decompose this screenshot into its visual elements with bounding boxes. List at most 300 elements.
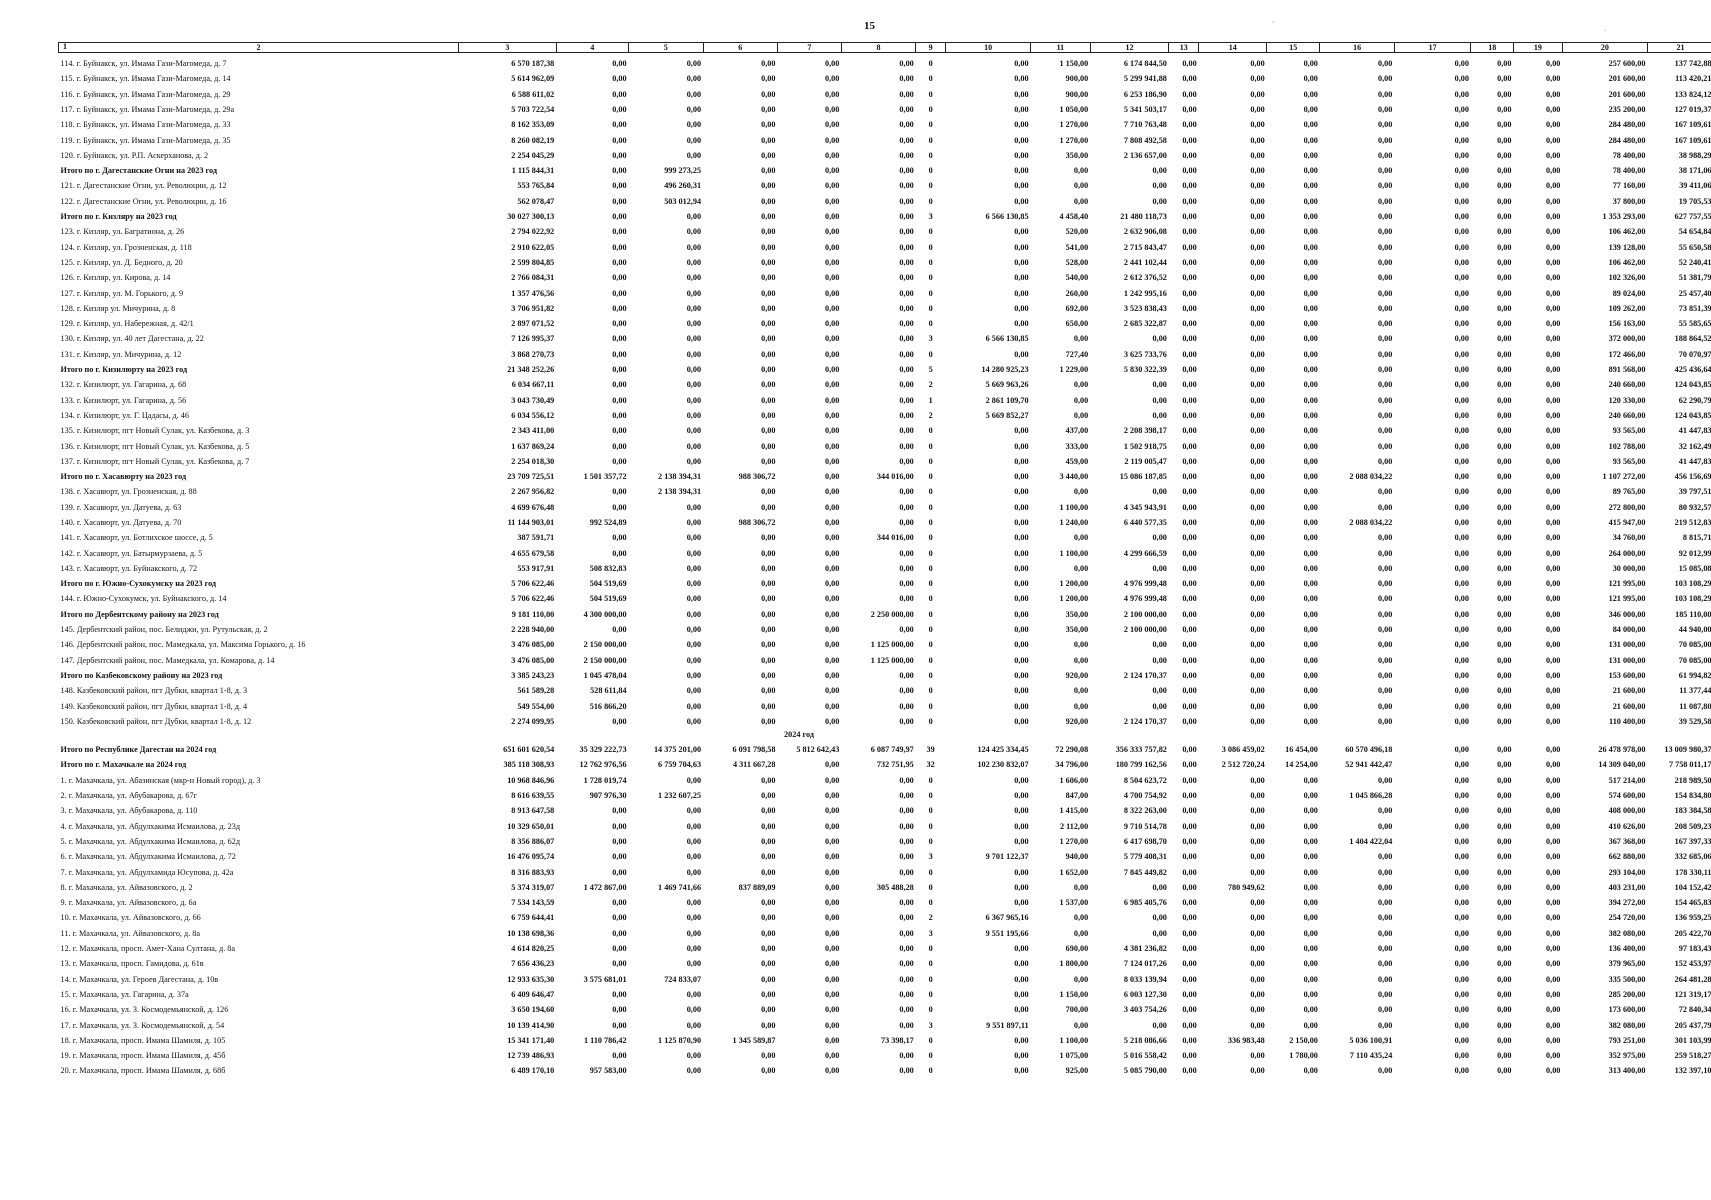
amount-cell: 0,00 [1182, 836, 1197, 846]
amount-cell: 0,00 [1250, 456, 1265, 466]
amount-cell: 690,00 [1065, 944, 1089, 954]
amount-cell: 0,00 [686, 867, 702, 877]
amount-cell: 0,00 [1378, 928, 1393, 938]
column-header: 5 [629, 43, 703, 53]
amount-cell: 205 437,79 [1674, 1020, 1711, 1030]
amount-cell: 3 043 730,49 [511, 395, 555, 405]
amount-cell: 1 502 918,75 [1123, 441, 1167, 451]
amount-cell: 0,00 [1250, 288, 1265, 298]
amount-cell: 1 100,00 [1059, 548, 1089, 558]
address-cell: 4. г. Махачкала, ул. Абдулхакима Исмаилова, д. 23д [60, 821, 241, 831]
amount-cell: 0,00 [899, 1020, 914, 1030]
amount-cell: 0,00 [1303, 104, 1318, 114]
amount-cell: 0,00 [1546, 334, 1561, 344]
amount-cell: 0,00 [824, 380, 840, 390]
amount-cell: 1 415,00 [1059, 806, 1089, 816]
amount-cell: 0,00 [1250, 563, 1265, 573]
amount-cell: 1 780,00 [1289, 1051, 1318, 1061]
count-cell: 0 [928, 533, 933, 543]
amount-cell: 4 345 943,91 [1123, 502, 1167, 512]
amount-cell: 0,00 [686, 242, 702, 252]
table-row [59, 861, 1711, 876]
amount-cell: 0,00 [761, 410, 776, 420]
count-cell: 0 [928, 867, 933, 877]
amount-cell: 2 119 005,47 [1124, 456, 1167, 466]
amount-cell: 0,00 [686, 303, 702, 313]
amount-cell: 0,00 [1454, 120, 1469, 130]
amount-cell: 0,00 [1454, 502, 1469, 512]
amount-cell: 0,00 [824, 1005, 840, 1015]
amount-cell: 0,00 [899, 898, 914, 908]
amount-cell: 0,00 [824, 59, 840, 69]
amount-cell: 0,00 [824, 227, 840, 237]
amount-cell: 0,00 [1303, 456, 1318, 466]
amount-cell: 173 600,00 [1608, 1005, 1646, 1015]
amount-cell: 0,00 [1378, 303, 1393, 313]
amount-cell: 0,00 [1250, 74, 1265, 84]
amount-cell: 0,00 [1454, 395, 1469, 405]
address-cell: 20. г. Махачкала, просп. Имама Шамиля, д. 68б [60, 1066, 226, 1076]
amount-cell: 0,00 [824, 212, 840, 222]
address-cell: Итого по Дербентскому району на 2023 год [60, 609, 219, 619]
amount-cell: 0,00 [1182, 852, 1197, 862]
amount-cell: 0,00 [761, 944, 776, 954]
amount-cell: 0,00 [1250, 257, 1265, 267]
amount-cell: 0,00 [899, 487, 914, 497]
amount-cell: 106 462,00 [1608, 227, 1646, 237]
amount-cell: 0,00 [1014, 349, 1029, 359]
amount-cell: 1 800,00 [1059, 959, 1089, 969]
amount-cell: 0,00 [1250, 959, 1265, 969]
amount-cell: 0,00 [1073, 974, 1089, 984]
amount-cell: 0,00 [612, 441, 627, 451]
amount-cell: 0,00 [1546, 913, 1561, 923]
column-header: 10 [946, 43, 1031, 53]
amount-cell: 0,00 [1182, 670, 1197, 680]
amount-cell: 264 000,00 [1608, 548, 1646, 558]
amount-cell: 0,00 [1152, 410, 1167, 420]
amount-cell: 0,00 [612, 487, 627, 497]
amount-cell: 356 333 757,82 [1115, 745, 1167, 755]
amount-cell: 1 270,00 [1059, 836, 1089, 846]
amount-cell: 54 654,84 [1678, 227, 1711, 237]
amount-cell: 0,00 [1378, 104, 1393, 114]
amount-cell: 0,00 [1014, 775, 1029, 785]
amount-cell: 0,00 [1250, 502, 1265, 512]
amount-cell: 0,00 [761, 852, 776, 862]
address-cell: Итого по Казбековскому району на 2023 год [60, 670, 223, 680]
amount-cell: 0,00 [1073, 196, 1089, 206]
table-row [59, 84, 1711, 99]
amount-cell: 0,00 [1250, 852, 1265, 862]
amount-cell: 7 710 763,48 [1123, 120, 1167, 130]
amount-cell: 0,00 [1454, 410, 1469, 420]
amount-cell: 0,00 [612, 150, 627, 160]
amount-cell: 0,00 [1014, 625, 1029, 635]
amount-cell: 0,00 [612, 120, 627, 130]
amount-cell: 0,00 [1250, 120, 1265, 130]
amount-cell: 0,00 [1497, 625, 1512, 635]
amount-cell: 5 779 408,31 [1123, 852, 1167, 862]
amount-cell: 0,00 [1250, 334, 1265, 344]
address-cell: 141. г. Хасавюрт, ул. Ботлихское шоссе, д. 5 [60, 533, 213, 543]
subtotal-row [59, 573, 1711, 588]
amount-cell: 0,00 [824, 456, 840, 466]
amount-cell: 0,00 [1303, 867, 1318, 877]
amount-cell: 0,00 [761, 349, 776, 359]
amount-cell: 0,00 [1014, 989, 1029, 999]
amount-cell: 6 367 965,16 [985, 913, 1029, 923]
amount-cell: 0,00 [1546, 716, 1561, 726]
amount-cell: 264 481,28 [1674, 974, 1711, 984]
amount-cell: 0,00 [1454, 104, 1469, 114]
amount-cell: 0,00 [1378, 625, 1393, 635]
amount-cell: 106 462,00 [1608, 257, 1646, 267]
amount-cell: 0,00 [761, 1066, 776, 1076]
amount-cell: 0,00 [761, 959, 776, 969]
address-cell: Итого по г. Махачкале на 2024 год [60, 760, 187, 770]
amount-cell: 6 091 798,58 [732, 745, 776, 755]
amount-cell: 0,00 [1546, 745, 1561, 755]
amount-cell: 0,00 [1303, 806, 1318, 816]
address-cell: 1. г. Махачкала, ул. Абазинская (мкр-н Новый город), д. 3 [60, 775, 261, 785]
amount-cell: 0,00 [1378, 1005, 1393, 1015]
amount-cell: 15 341 171,40 [507, 1035, 555, 1045]
amount-cell: 382 080,00 [1608, 928, 1646, 938]
amount-cell: 1 045 866,28 [1349, 791, 1393, 801]
amount-cell: 459,00 [1065, 456, 1089, 466]
amount-cell: 0,00 [1014, 974, 1029, 984]
amount-cell: 0,00 [612, 273, 627, 283]
amount-cell: 0,00 [1073, 563, 1089, 573]
amount-cell: 0,00 [1454, 1020, 1469, 1030]
amount-cell: 0,00 [1014, 456, 1029, 466]
amount-cell: 0,00 [824, 1020, 840, 1030]
amount-cell: 1 200,00 [1059, 594, 1089, 604]
amount-cell: 0,00 [824, 806, 840, 816]
amount-cell: 0,00 [899, 1066, 914, 1076]
amount-cell: 0,00 [824, 1035, 840, 1045]
amount-cell: 0,00 [1014, 836, 1029, 846]
count-cell: 3 [928, 852, 933, 862]
amount-cell: 0,00 [761, 836, 776, 846]
table-row [59, 999, 1711, 1014]
amount-cell: 0,00 [899, 395, 914, 405]
count-cell: 0 [928, 959, 933, 969]
amount-cell: 0,00 [686, 334, 702, 344]
amount-cell: 0,00 [1454, 196, 1469, 206]
amount-cell: 350,00 [1065, 625, 1089, 635]
amount-cell: 2 138 394,31 [658, 472, 702, 482]
amount-cell: 0,00 [761, 380, 776, 390]
amount-cell: 0,00 [899, 456, 914, 466]
amount-cell: 925,00 [1065, 1066, 1089, 1076]
amount-cell: 0,00 [1182, 913, 1197, 923]
amount-cell: 0,00 [761, 821, 776, 831]
amount-cell: 55 650,58 [1678, 242, 1711, 252]
amount-cell: 0,00 [1454, 775, 1469, 785]
amount-cell: 0,00 [824, 472, 840, 482]
amount-cell: 496 260,31 [664, 181, 702, 191]
amount-cell: 0,00 [899, 791, 914, 801]
amount-cell: 0,00 [1497, 1051, 1512, 1061]
amount-cell: 293 104,00 [1608, 867, 1646, 877]
table-row [59, 953, 1711, 968]
amount-cell: 0,00 [899, 625, 914, 635]
amount-cell: 8 504 623,72 [1123, 775, 1167, 785]
amount-cell: 0,00 [1378, 882, 1393, 892]
amount-cell: 0,00 [761, 426, 776, 436]
amount-cell: 218 989,50 [1674, 775, 1711, 785]
amount-cell: 6 003 127,30 [1123, 989, 1167, 999]
amount-cell: 0,00 [1014, 487, 1029, 497]
address-cell: 13. г. Махачкала, просп. Гамидова, д. 61в [60, 959, 204, 969]
amount-cell: 0,00 [761, 579, 776, 589]
amount-cell: 1 200,00 [1059, 579, 1089, 589]
amount-cell: 0,00 [1546, 548, 1561, 558]
address-cell: 6. г. Махачкала, ул. Абдулхакима Исмаилова, д. 72 [60, 852, 236, 862]
amount-cell: 11 377,44 [1679, 686, 1711, 696]
address-cell: 136. г. Кизилюрт, пгт Новый Сулак, ул. Казбекова, д. 5 [60, 441, 250, 451]
amount-cell: 0,00 [899, 686, 914, 696]
budget-table-container [58, 42, 1711, 1076]
amount-cell: 120 330,00 [1608, 395, 1646, 405]
amount-cell: 0,00 [686, 395, 702, 405]
amount-cell: 139 128,00 [1608, 242, 1646, 252]
table-row [59, 969, 1711, 984]
amount-cell: 0,00 [1182, 319, 1197, 329]
table-row [59, 191, 1711, 206]
count-cell: 0 [928, 150, 933, 160]
amount-cell: 0,00 [824, 548, 840, 558]
amount-cell: 0,00 [1454, 1035, 1469, 1045]
amount-cell: 692,00 [1065, 303, 1089, 313]
amount-cell: 992 524,89 [589, 518, 627, 527]
count-cell: 0 [928, 974, 933, 984]
amount-cell: 0,00 [899, 410, 914, 420]
amount-cell: 167 109,61 [1674, 135, 1711, 145]
amount-cell: 0,00 [612, 410, 627, 420]
amount-cell: 0,00 [1250, 716, 1265, 726]
amount-cell: 7 126 995,37 [511, 334, 555, 344]
table-row [59, 68, 1711, 83]
amount-cell: 0,00 [1303, 989, 1318, 999]
amount-cell: 0,00 [1014, 319, 1029, 329]
count-cell: 0 [928, 166, 933, 176]
amount-cell: 0,00 [899, 59, 914, 69]
amount-cell: 0,00 [1250, 821, 1265, 831]
amount-cell: 0,00 [1454, 882, 1469, 892]
amount-cell: 0,00 [1014, 1051, 1029, 1061]
amount-cell: 0,00 [1454, 670, 1469, 680]
amount-cell: 0,00 [686, 426, 702, 436]
amount-cell: 0,00 [1546, 166, 1561, 176]
amount-cell: 6 034 667,11 [511, 380, 555, 390]
amount-cell: 110 400,00 [1609, 716, 1646, 726]
amount-cell: 172 466,00 [1608, 349, 1646, 359]
table-row [59, 588, 1711, 603]
amount-cell: 8 913 647,58 [511, 806, 555, 816]
address-cell: 3. г. Махачкала, ул. Абубакарова, д. 110 [60, 806, 198, 816]
amount-cell: 15 086 187,85 [1119, 472, 1167, 482]
table-row [59, 313, 1711, 328]
table-row [59, 1060, 1711, 1075]
amount-cell: 0,00 [1303, 640, 1318, 650]
amount-cell: 0,00 [1014, 959, 1029, 969]
table-row [59, 877, 1711, 892]
column-header: 3 [458, 43, 556, 53]
amount-cell: 38 171,06 [1678, 166, 1711, 176]
amount-cell: 0,00 [1546, 806, 1561, 816]
amount-cell: 0,00 [1182, 212, 1197, 222]
amount-cell: 0,00 [1546, 836, 1561, 846]
amount-cell: 0,00 [1073, 181, 1089, 191]
amount-cell: 16 454,00 [1285, 745, 1318, 755]
table-row [59, 634, 1711, 649]
amount-cell: 109 262,00 [1608, 303, 1646, 313]
amount-cell: 51 381,79 [1678, 273, 1711, 283]
count-cell: 0 [928, 518, 933, 527]
amount-cell: 0,00 [824, 334, 840, 344]
amount-cell: 0,00 [1250, 365, 1265, 375]
amount-cell: 0,00 [1378, 563, 1393, 573]
amount-cell: 0,00 [1182, 625, 1197, 635]
address-cell: Итого по г. Кизляру на 2023 год [60, 212, 177, 222]
amount-cell: 0,00 [1182, 487, 1197, 497]
amount-cell: 0,00 [1152, 380, 1167, 390]
amount-cell: 2 794 022,92 [511, 227, 555, 237]
amount-cell: 0,00 [1250, 227, 1265, 237]
amount-cell: 0,00 [1546, 1020, 1561, 1030]
count-cell: 0 [928, 303, 933, 313]
amount-cell: 0,00 [1497, 609, 1512, 619]
amount-cell: 0,00 [1546, 1066, 1561, 1076]
amount-cell: 0,00 [1546, 1035, 1561, 1045]
amount-cell: 4 458,40 [1059, 212, 1089, 222]
amount-cell: 5 706 622,46 [511, 579, 555, 589]
amount-cell: 0,00 [1497, 303, 1512, 313]
amount-cell: 0,00 [1014, 166, 1029, 176]
amount-cell: 3 476 085,00 [511, 640, 555, 650]
amount-cell: 2 612 376,52 [1123, 273, 1167, 283]
amount-cell: 0,00 [824, 974, 840, 984]
amount-cell: 0,00 [1454, 487, 1469, 497]
amount-cell: 540,00 [1065, 273, 1089, 283]
amount-cell: 0,00 [824, 487, 840, 497]
amount-cell: 0,00 [761, 974, 776, 984]
amount-cell: 410 626,00 [1608, 821, 1646, 831]
amount-cell: 0,00 [1497, 760, 1512, 770]
amount-cell: 0,00 [1497, 640, 1512, 650]
column-header: 9 [916, 43, 946, 53]
amount-cell: 0,00 [1546, 181, 1561, 191]
amount-cell: 0,00 [1546, 989, 1561, 999]
amount-cell: 0,00 [1152, 686, 1167, 696]
amount-cell: 0,00 [1378, 548, 1393, 558]
amount-cell: 305 488,28 [876, 882, 914, 892]
amount-cell: 2 632 906,08 [1123, 227, 1167, 237]
amount-cell: 0,00 [1014, 74, 1029, 84]
amount-cell: 0,00 [824, 640, 840, 650]
table-row [59, 497, 1711, 512]
amount-cell: 0,00 [1250, 791, 1265, 801]
amount-cell: 350,00 [1065, 150, 1089, 160]
column-header: 21 [1647, 43, 1711, 53]
amount-cell: 0,00 [824, 791, 840, 801]
amount-cell: 0,00 [1182, 1051, 1197, 1061]
table-row [59, 175, 1711, 190]
column-header: 15 [1267, 43, 1320, 53]
amount-cell: 0,00 [1014, 701, 1029, 711]
amount-cell: 0,00 [1454, 181, 1469, 191]
amount-cell: 38 988,29 [1678, 150, 1711, 160]
amount-cell: 0,00 [1014, 104, 1029, 114]
count-cell: 0 [928, 579, 933, 589]
amount-cell: 5 016 558,42 [1123, 1051, 1167, 1061]
amount-cell: 0,00 [1014, 120, 1029, 130]
amount-cell: 0,00 [1546, 760, 1561, 770]
amount-cell: 0,00 [1303, 1020, 1318, 1030]
amount-cell: 0,00 [1497, 273, 1512, 283]
amount-cell: 0,00 [1182, 959, 1197, 969]
address-cell: 121. г. Дагестанские Огни, ул. Революции, д. 12 [60, 181, 227, 191]
amount-cell: 0,00 [1454, 791, 1469, 801]
amount-cell: 0,00 [1454, 579, 1469, 589]
amount-cell: 0,00 [899, 242, 914, 252]
amount-cell: 2 274 099,95 [511, 716, 555, 726]
address-cell: 144. г. Южно-Сухокумск, ул. Буйнакского, д. 14 [60, 594, 227, 604]
amount-cell: 26 478 978,00 [1598, 745, 1646, 755]
amount-cell: 0,00 [612, 288, 627, 298]
amount-cell: 0,00 [686, 89, 702, 99]
amount-cell: 12 762 976,56 [579, 760, 627, 770]
amount-cell: 0,00 [1497, 334, 1512, 344]
amount-cell: 0,00 [899, 426, 914, 436]
amount-cell: 0,00 [899, 365, 914, 375]
amount-cell: 0,00 [1073, 395, 1089, 405]
address-cell: 19. г. Махачкала, просп. Имама Шамиля, д. 45б [60, 1051, 226, 1061]
amount-cell: 0,00 [1497, 181, 1512, 191]
amount-cell: 14 254,00 [1285, 760, 1318, 770]
amount-cell: 14 375 201,00 [653, 745, 702, 755]
amount-cell: 0,00 [1454, 74, 1469, 84]
amount-cell: 0,00 [612, 852, 627, 862]
amount-cell: 0,00 [686, 212, 702, 222]
amount-cell: 4 699 676,48 [511, 502, 555, 512]
amount-cell: 0,00 [686, 959, 702, 969]
amount-cell: 553 917,91 [517, 563, 555, 573]
amount-cell: 9 551 195,66 [985, 928, 1029, 938]
amount-cell: 0,00 [1546, 120, 1561, 130]
amount-cell: 0,00 [686, 1020, 702, 1030]
amount-cell: 0,00 [1182, 349, 1197, 359]
amount-cell: 0,00 [761, 456, 776, 466]
amount-cell: 0,00 [1546, 456, 1561, 466]
amount-cell: 0,00 [1152, 533, 1167, 543]
amount-cell: 0,00 [1250, 181, 1265, 191]
count-cell: 3 [928, 334, 933, 344]
amount-cell: 89 765,00 [1612, 487, 1646, 497]
table-row [59, 619, 1711, 634]
amount-cell: 1 115 844,31 [511, 166, 555, 176]
amount-cell: 1 537,00 [1059, 898, 1089, 908]
amount-cell: 0,00 [1152, 882, 1167, 892]
amount-cell: 2 766 084,31 [511, 273, 555, 283]
amount-cell: 0,00 [686, 104, 702, 114]
amount-cell: 0,00 [1454, 456, 1469, 466]
amount-cell: 0,00 [686, 1005, 702, 1015]
amount-cell: 0,00 [1546, 625, 1561, 635]
